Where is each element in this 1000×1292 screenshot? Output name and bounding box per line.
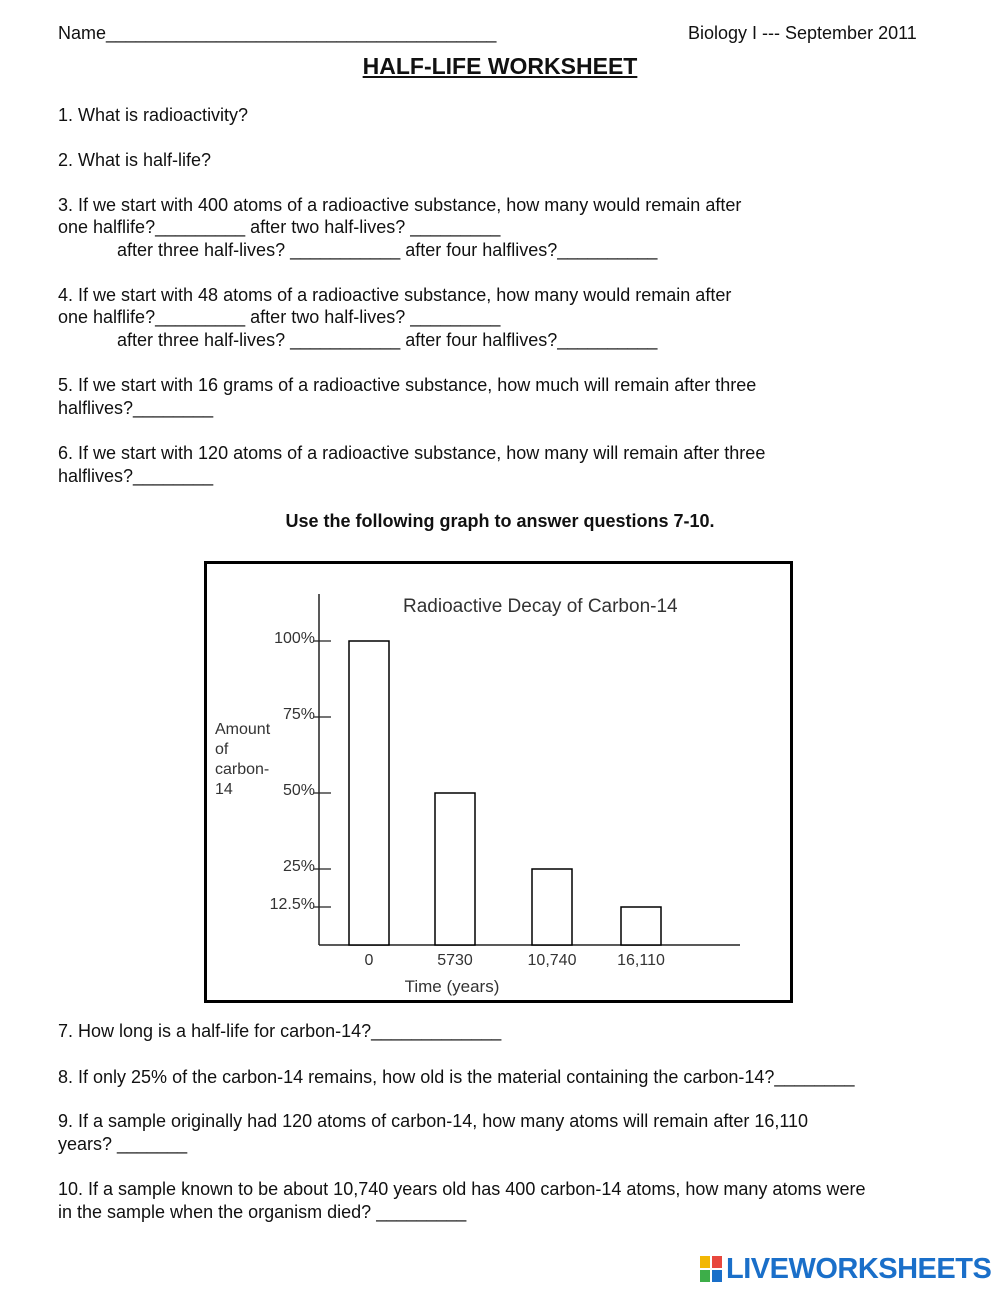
question-3-line-1: 3. If we start with 400 atoms of a radioactive substance, how many would remain after xyxy=(58,195,742,215)
question-1: 1. What is radioactivity? xyxy=(58,105,249,125)
carbon-14-decay-chart xyxy=(204,561,793,1003)
question-3-line-3: after three half-lives? ___________ after four halflives?__________ xyxy=(117,240,658,260)
question-2: 2. What is half-life? xyxy=(58,150,212,170)
x-tick-label-0: 0 xyxy=(364,952,374,969)
liveworksheets-logo-icon xyxy=(700,1256,722,1282)
question-10-line-1: 10. If a sample known to be about 10,740 years old has 400 carbon-14 atoms, how many atoms were xyxy=(58,1179,866,1199)
bar-1 xyxy=(435,793,475,945)
logo-square-1 xyxy=(700,1256,710,1268)
question-3-line-2: one halflife?_________ after two half-lives? _________ xyxy=(58,217,501,237)
question-10-line-2: in the sample when the organism died? _________ xyxy=(58,1202,467,1222)
y-axis-label-line-2: carbon- xyxy=(215,761,270,778)
y-tick-label-4: 12.5% xyxy=(269,896,315,913)
x-tick-label-1: 5730 xyxy=(437,952,473,969)
question-4-line-1: 4. If we start with 48 atoms of a radioactive substance, how many would remain after xyxy=(58,285,732,305)
worksheet-title: HALF-LIFE WORKSHEET xyxy=(362,53,638,79)
y-tick-label-1: 75% xyxy=(282,706,315,723)
y-axis-label-line-1: of xyxy=(215,741,229,758)
question-4-line-3: after three half-lives? ___________ after four halflives?__________ xyxy=(117,330,658,350)
question-6-line-1: 6. If we start with 120 atoms of a radioactive substance, how many will remain after three xyxy=(58,443,766,463)
x-tick-label-2: 10,740 xyxy=(527,952,577,969)
question-8: 8. If only 25% of the carbon-14 remains, how old is the material containing the carbon-14?________ xyxy=(58,1067,855,1087)
chart-canvas xyxy=(207,564,790,1000)
course-date: Biology I --- September 2011 xyxy=(688,23,917,43)
logo-square-4 xyxy=(712,1270,722,1282)
bar-3 xyxy=(621,907,661,945)
question-9-line-2: years? _______ xyxy=(58,1134,188,1154)
liveworksheets-logo-text: LIVEWORKSHEETS xyxy=(726,1253,992,1285)
name-field-label: Name_______________________________________ xyxy=(58,23,497,43)
y-axis-label-line-3: 14 xyxy=(215,781,233,798)
y-tick-label-0: 100% xyxy=(274,630,315,647)
y-axis-label-line-0: Amount xyxy=(215,721,271,738)
question-5-line-2: halflives?________ xyxy=(58,398,214,418)
question-9-line-1: 9. If a sample originally had 120 atoms of carbon-14, how many atoms will remain after 16,110 xyxy=(58,1111,809,1131)
question-6-line-2: halflives?________ xyxy=(58,466,214,486)
x-tick-label-3: 16,110 xyxy=(617,952,665,969)
y-tick-label-3: 25% xyxy=(282,858,315,875)
question-4-line-2: one halflife?_________ after two half-lives? _________ xyxy=(58,307,501,327)
chart-title: Radioactive Decay of Carbon-14 xyxy=(403,596,678,617)
logo-square-3 xyxy=(700,1270,710,1282)
y-tick-label-2: 50% xyxy=(282,782,315,799)
question-7: 7. How long is a half-life for carbon-14?_____________ xyxy=(58,1021,502,1041)
graph-instruction: Use the following graph to answer questions 7-10. xyxy=(285,511,715,531)
bar-2 xyxy=(532,869,572,945)
bar-0 xyxy=(349,641,389,945)
question-5-line-1: 5. If we start with 16 grams of a radioactive substance, how much will remain after three xyxy=(58,375,757,395)
logo-square-2 xyxy=(712,1256,722,1268)
x-axis-label: Time (years) xyxy=(404,977,500,996)
